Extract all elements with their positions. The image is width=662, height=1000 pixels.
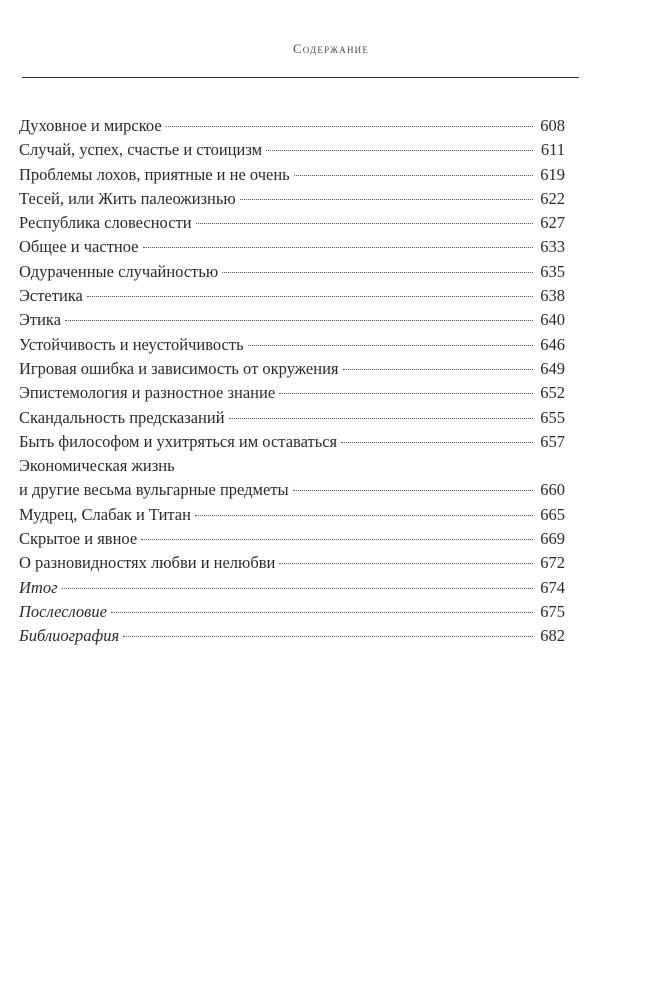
toc-entry-title: Тесей, или Жить палеожизнью [19, 188, 236, 208]
toc-entry-page-number: 633 [540, 237, 565, 257]
toc-entry-page-number: 660 [540, 480, 565, 500]
toc-entry [19, 430, 565, 454]
toc-entry-title: Республика словесности [19, 213, 192, 233]
toc-entry-title: Быть философом и ухитряться им оставаться [19, 431, 338, 451]
toc-entry [19, 600, 565, 624]
toc-entry [19, 260, 565, 284]
toc-entry-title: Скрытое и явное [19, 529, 138, 549]
toc-entry-title: Мудрец, Слабак и Титан [19, 504, 191, 524]
toc-entry [19, 406, 565, 430]
toc-entry-title: Послесловие [19, 601, 107, 621]
toc-entry [19, 624, 565, 648]
dot-leader [196, 223, 533, 224]
toc-entry-title: Эпистемология и разностное знание [19, 383, 276, 403]
dot-leader [87, 296, 533, 297]
toc-entry-title: Одураченные случайностью [19, 261, 219, 281]
toc-entry [19, 527, 565, 551]
toc-entry-page-number: 669 [540, 529, 565, 549]
toc-entry-title: и другие весьма вульгарные предметы [19, 480, 289, 500]
toc-entry-title: Итог [19, 577, 58, 597]
header-rule [22, 77, 579, 78]
dot-leader [65, 320, 533, 321]
dot-leader [341, 442, 533, 443]
toc-entry-page-number: 652 [540, 383, 565, 403]
dot-leader [166, 126, 533, 127]
toc-entry [19, 308, 565, 332]
toc-entry [19, 187, 565, 211]
toc-entry-title: Проблемы лохов, приятные и не очень [19, 164, 290, 184]
dot-leader [111, 612, 533, 613]
toc-entry [19, 454, 565, 478]
dot-leader [141, 539, 533, 540]
toc-entry [19, 381, 565, 405]
toc-entry-page-number: 672 [540, 553, 565, 573]
toc-entry-page-number: 640 [540, 310, 565, 330]
toc-entry-title: Устойчивость и неустойчивость [19, 334, 244, 354]
toc-entry-title: Эстетика [19, 286, 83, 306]
dot-leader [143, 247, 533, 248]
toc-entry [19, 576, 565, 600]
toc-entry [19, 163, 565, 187]
toc-entry [19, 478, 565, 502]
toc-entry [19, 333, 565, 357]
toc-entry [19, 114, 565, 138]
toc-entry-title: Библиография [19, 626, 120, 646]
toc-entry-page-number: 619 [540, 164, 565, 184]
toc-entry [19, 551, 565, 575]
toc-entry-page-number: 657 [540, 431, 565, 451]
toc-entry-title: Случай, успех, счастье и стоицизм [19, 140, 263, 160]
toc-entry-title: Духовное и мирское [19, 116, 162, 135]
toc-entry-page-number: 627 [540, 213, 565, 233]
toc-entry-page-number: 646 [540, 334, 565, 354]
toc-entry-page-number: 674 [540, 577, 565, 597]
running-head-title: Содержание [292, 41, 370, 56]
dot-leader [279, 563, 533, 564]
dot-leader [266, 150, 533, 151]
toc-entry-page-number: 608 [540, 116, 565, 135]
dot-leader [248, 345, 533, 346]
toc-entry-title: Этика [19, 310, 62, 330]
toc-entry [19, 357, 565, 381]
dot-leader [195, 515, 533, 516]
dot-leader [222, 272, 533, 273]
dot-leader [62, 588, 533, 589]
toc-entry-page-number: 665 [540, 504, 565, 524]
dot-leader [229, 418, 533, 419]
dot-leader [293, 490, 533, 491]
toc-entry-page-number: 635 [540, 261, 565, 281]
toc-entry [19, 284, 565, 308]
toc-entry-title: Скандальность предсказаний [19, 407, 225, 427]
toc-entry-title: Общее и частное [19, 237, 139, 257]
toc-entry [19, 138, 565, 162]
toc-entry-page-number: 682 [540, 626, 565, 646]
table-of-contents [19, 114, 565, 649]
toc-entry-page-number: 649 [540, 358, 565, 378]
dot-leader [343, 369, 533, 370]
dot-leader [123, 636, 533, 637]
toc-entry-page-number: 622 [540, 188, 565, 208]
toc-entry-page-number: 638 [540, 286, 565, 306]
dot-leader [240, 199, 533, 200]
toc-entry [19, 235, 565, 259]
toc-entry-page-number: 611 [540, 140, 565, 160]
toc-entry-title: Экономическая жизнь [19, 456, 175, 476]
toc-entry-title: Игровая ошибка и зависимость от окружения [19, 358, 339, 378]
toc-entry [19, 211, 565, 235]
dot-leader [279, 393, 533, 394]
toc-entry-page-number: 675 [540, 601, 565, 621]
toc-entry [19, 503, 565, 527]
toc-entry-title: О разновидностях любви и нелюбви [19, 553, 276, 573]
dot-leader [294, 175, 533, 176]
toc-entry-page-number: 655 [540, 407, 565, 427]
